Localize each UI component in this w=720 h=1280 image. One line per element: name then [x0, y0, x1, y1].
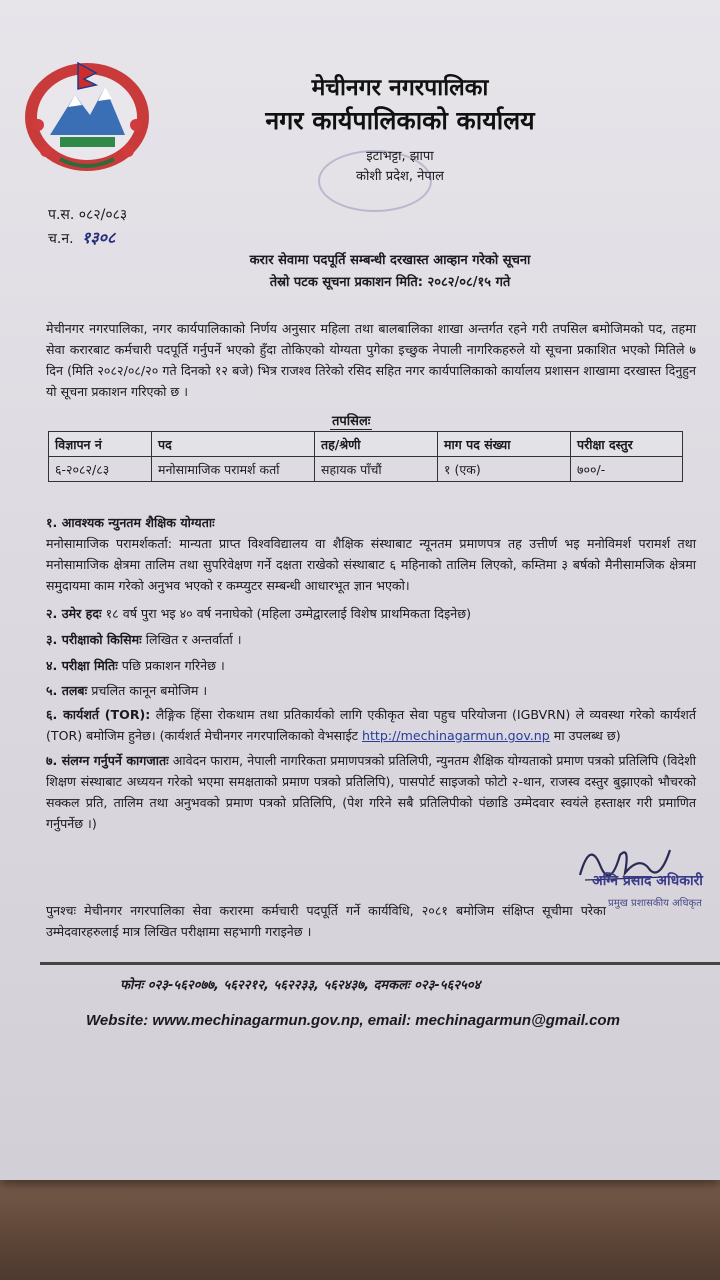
- req-4-text: पछि प्रकाशन गरिनेछ ।: [121, 658, 225, 673]
- table-cell: ७००/-: [571, 457, 683, 482]
- req-7-text: आवेदन फाराम, नेपाली नागरिकता प्रमाणपत्रको प्रतिलिपी, न्युनतम शैक्षिक योग्यताको प्रमाण पत्रको प्रतिलिपि (विदेशी शिक्षण संस्थाबाट अध्ययन गरेको भएमा समक्षताको प्रमाण पत्रको प्रतिलिपि), पासपोर्ट साइजको फोटो २-थान, राजस्व दस्तुर बुझाएको भौचरको सक्कल प्रति, तालिम तथा अनुभवको प्रमाण पत्रको प्रतिलिपि, (पेश गरिने सबै प्रतिलिपीको पंछाडि उम्मेदवार स्वयंले हस्ताक्षर गरी प्रमाणित गर्नुपर्नेछ ।): [46, 753, 696, 831]
- notice-title: करार सेवामा पदपूर्ति सम्बन्धी दरखास्त आव्हान गरेको सूचना: [249, 253, 531, 268]
- desk-surface: [0, 1170, 720, 1280]
- table-heading: तपसिलः: [330, 411, 372, 430]
- req-2: [46, 603, 706, 624]
- footer-divider: [40, 962, 720, 965]
- address-city: इटाभट्टा, झापा: [366, 149, 434, 164]
- req-5: [46, 680, 706, 701]
- req-6-label: ६. कार्यशर्त (TOR):: [46, 707, 151, 722]
- footer-phone: फोनः ०२३-५६२०७७, ५६२२१२, ५६२२३३, ५६२४३७, दमकलः ०२३-५६२५०४: [120, 978, 481, 993]
- notice-subtitle: तेस्रो पटक सूचना प्रकाशन मिति: २०८२/०८/१५ गते: [269, 275, 511, 290]
- req-2-text: १८ वर्ष पुरा भइ ४० वर्ष ननाघेको (महिला उम्मेद्वारलाई विशेष प्राथमिकता दिइनेछ): [105, 606, 472, 621]
- website-link[interactable]: http://mechinagarmun.gov.np: [362, 728, 550, 743]
- req-5-text: प्रचलित कानून बमोजिम ।: [91, 683, 208, 698]
- posts-table: [48, 431, 683, 482]
- req-1-text: मनोसामाजिक परामर्शकर्ता: मान्यता प्राप्त विश्वविद्यालय वा शैक्षिक संस्थाबाट न्यूनतम प्रमाणपत्र तह उत्तीर्ण भइ मनोविमर्श परामर्श तथा मनोसामाजिक क्षेत्रमा तालिम तथा सुपरिवेक्षण गर्ने दक्षता राखेको संस्थाबाट ६ महिनाको तालिम लिएको, कम्तिमा ३ बर्षको मैनीसामजिक क्षेत्रमा समुदायमा काम गरेको अनुभव भएको र कम्प्युटर सम्बन्धी आधारभूत ज्ञान भएको।: [46, 536, 696, 593]
- table-cell: सहायक पाँचौं: [315, 457, 438, 482]
- table-row: [49, 457, 683, 482]
- ref-cn-value: १३०८: [82, 228, 116, 247]
- req-4: [46, 655, 706, 676]
- req-1-label: १. आवश्यक न्युनतम शैक्षिक योग्यताः: [46, 515, 215, 530]
- office-name: नगर कार्यपालिकाको कार्यालय: [265, 106, 535, 135]
- ref-cn: [48, 226, 115, 248]
- municipality-emblem-icon: [20, 55, 155, 175]
- req-3: [46, 629, 706, 650]
- req-5-label: ५. तलबः: [46, 683, 88, 698]
- req-3-text: लिखित र अन्तर्वार्ता ।: [145, 632, 242, 647]
- municipality-name: मेचीनगर नगरपालिका: [311, 75, 489, 101]
- col-header: पद: [152, 432, 315, 457]
- notice-intro: मेचीनगर नगरपालिका, नगर कार्यपालिकाको निर्णय अनुसार महिला तथा बालबालिका शाखा अन्तर्गत रहने गरी तपसिल बमोजिमको पद, तहमा सेवा करारबाट कर्मचारी पदपूर्ति गर्नुपर्ने भएको हुँदा तोकिएको योग्यता पुगेका इच्छुक नेपाली नागरिकहरुले यो सूचना प्रकाशित भएको मितिले ७ दिन (मिति २०८२/०८/२० गते दिनको १२ बजे) भित्र राजश्व तिरेको रसिद सहित नगर कार्यपालिकाको कार्यालय प्रशासन शाखामा दरखास्त दिनुहुन यो सूचना प्रकाशन गरिएको छ ।: [46, 321, 696, 399]
- req-6-text: लैङ्गिक हिंसा रोकथाम तथा प्रतिकार्यको लागि एकीकृत सेवा पहुच परियोजना (IGBVRN) ले व्यवस्था गरेको कार्यशर्त (TOR) बमोजिम हुनेछ। (कार्यशर्त मेचीनगर नगरपालिकाको वेभसाईट: [46, 707, 696, 743]
- footer-website-email: Website: www.mechinagarmun.gov.np, email: mechinagarmun@gmail.com: [86, 1012, 620, 1029]
- req-6-text-end: मा उपलब्ध छ): [553, 728, 621, 743]
- col-header: तह/श्रेणी: [315, 432, 438, 457]
- signatory-title: प्रमुख प्रशासकीय अधिकृत: [608, 898, 702, 909]
- table-cell: ६-२०८२/८३: [49, 457, 152, 482]
- table-header-row: [49, 432, 683, 457]
- table-cell: १ (एक): [438, 457, 571, 482]
- req-4-label: ४. परीक्षा मितिः: [46, 658, 118, 673]
- table-cell: मनोसामाजिक परामर्श कर्ता: [152, 457, 315, 482]
- req-3-label: ३. परीक्षाको किसिमः: [46, 632, 142, 647]
- ref-cn-label: च.न.: [48, 231, 74, 247]
- ref-ps: प.स. ०८२/०८३: [48, 207, 128, 223]
- col-header: विज्ञापन नं: [49, 432, 152, 457]
- postscript: पुनश्चः मेचीनगर नगरपालिका सेवा करारमा कर्मचारी पदपूर्ति गर्ने कार्यविधि, २०८१ बमोजिम संक्षिप्त सूचीमा परेका उम्मेदवारहरुलाई मात्र लिखित परीक्षामा सहभागी गराइनेछ ।: [46, 903, 606, 939]
- req-7-label: ७. संलग्न गर्नुपर्ने कागजातः: [46, 753, 169, 768]
- address-province: कोशी प्रदेश, नेपाल: [356, 169, 444, 184]
- req-6: [46, 704, 696, 746]
- req-7: [46, 750, 696, 834]
- col-header: परीक्षा दस्तुर: [571, 432, 683, 457]
- signatory-name: अग्नि प्रसाद अधिकारी: [592, 873, 703, 889]
- req-2-label: २. उमेर हदः: [46, 606, 102, 621]
- col-header: माग पद संख्या: [438, 432, 571, 457]
